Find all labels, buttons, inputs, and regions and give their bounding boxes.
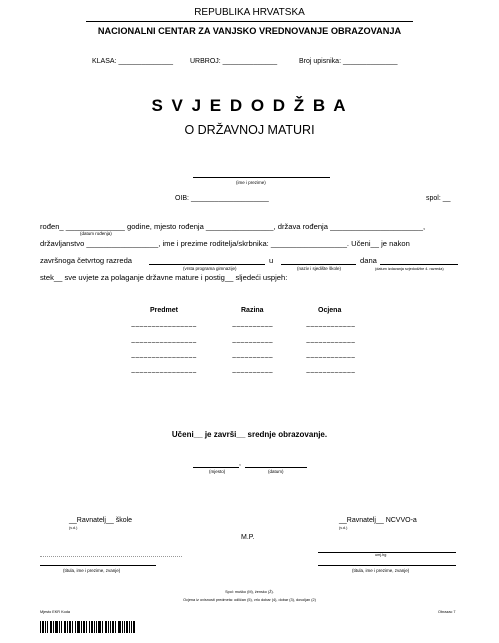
caption-birthdate: (datum rođenja) (80, 231, 112, 236)
caption-program: (vrsta programa gimnazije) (183, 266, 237, 271)
table-cell: ~~~~~~~~~~~~ (306, 370, 356, 377)
body-line-3-a: završnoga četvrtog razreda (40, 256, 133, 265)
body-line-4: stek__ sve uvjete za polaganje državne mature i postig__ sljedeći uspjeh: (40, 273, 288, 282)
conclusion-text: Učeni__ je završi__ srednje obrazovanje. (171, 430, 328, 439)
program-line (149, 264, 265, 265)
table-cell: ~~~~~~~~~~ (232, 340, 273, 347)
right-signature-note: umj.hg (375, 553, 387, 557)
col-header-ocjena: Ocjena (318, 307, 342, 314)
document-title: S V J E D O D Ž B A (151, 96, 348, 115)
place-date-comma: , (239, 460, 241, 467)
document-subtitle: O DRŽAVNOJ MATURI (184, 123, 315, 137)
table-cell: ~~~~~~~~~~~~ (306, 340, 356, 347)
footer-form-number: Obrazac 7 (438, 610, 456, 614)
klasa-field: KLASA: ______________ (92, 58, 173, 65)
table-cell: ~~~~~~~~~~ (232, 370, 273, 377)
header-rule (86, 21, 413, 22)
left-signature-caption: (titula, ime i prezime, zvanje) (63, 568, 121, 573)
body-line-1: rođen_ ______________ godine, mjesto rođenja ________________, država rođenja ______________________, (40, 222, 426, 231)
table-cell: ~~~~~~~~~~~~ (306, 355, 356, 362)
footer-grade-legend: Ocjena iz ovisnosti predmeta: odličan (5), vrlo dobar (4), dobar (3), dovoljan (2) (183, 598, 316, 602)
table-cell: ~~~~~~~~~~~~~~~~ (131, 370, 197, 377)
left-vd-caption: (v.d.) (69, 526, 78, 530)
school-line (281, 264, 356, 265)
date-sign-line (245, 467, 307, 468)
broj-upisnika-field: Broj upisnika: ______________ (299, 58, 398, 65)
left-caption-line (40, 565, 156, 566)
left-signatory-title: __Ravnatelj__ škole (69, 517, 133, 524)
right-caption-line (318, 565, 456, 566)
barcode-image (40, 620, 136, 638)
col-header-razina: Razina (241, 307, 264, 314)
spol-field: spol: __ (426, 195, 451, 202)
body-line-3-dana: dana (360, 256, 377, 265)
caption-school: (naziv i sjedište škole) (297, 266, 342, 271)
table-cell: ~~~~~~~~~~~~ (306, 324, 356, 331)
table-cell: ~~~~~~~~~~ (232, 324, 273, 331)
oib-field: OIB: ____________________ (175, 195, 269, 202)
caption-sign-date: (datum) (268, 469, 284, 474)
right-signatory-title: __Ravnatelj__ NCVVO-a (339, 517, 417, 524)
footer-gender-legend: Spol: muško (M), žensko (Ž). (225, 590, 274, 594)
right-signature-caption: (titula, ime i prezime, zvanje) (352, 568, 410, 573)
center-name: NACIONALNI CENTAR ZA VANJSKO VREDNOVANJE OBRAZOVANJA (97, 26, 402, 36)
body-line-2: državljanstvo _________________, ime i prezime roditelja/skrbnika: __________________. Učeni__ je nakon (40, 239, 410, 248)
left-signature-line (40, 556, 182, 557)
table-cell: ~~~~~~~~~~~~~~~~ (131, 324, 197, 331)
col-header-predmet: Predmet (150, 307, 179, 314)
caption-date: (datum izdavanja svjedodžbe 4. razreda) (375, 267, 444, 271)
urbroj-field: URBROJ: ______________ (190, 58, 278, 65)
stamp-place-label: M.P. (241, 534, 255, 541)
name-line (193, 177, 330, 178)
name-caption: (ime i prezime) (236, 180, 266, 185)
table-cell: ~~~~~~~~~~~~~~~~ (131, 355, 197, 362)
right-signature-line (318, 552, 456, 553)
place-line (193, 467, 239, 468)
body-line-3-u: u (269, 256, 274, 265)
caption-place: (mjesto) (209, 469, 226, 474)
table-cell: ~~~~~~~~~~~~~~~~ (131, 340, 197, 347)
right-vd-caption: (v.d.) (339, 526, 348, 530)
footer-left-note: Mjesto EKR Koda (40, 610, 70, 614)
date-line (380, 264, 458, 265)
table-cell: ~~~~~~~~~~ (232, 355, 273, 362)
republic-title: REPUBLIKA HRVATSKA (194, 7, 305, 18)
barcode-graphic (40, 621, 136, 633)
